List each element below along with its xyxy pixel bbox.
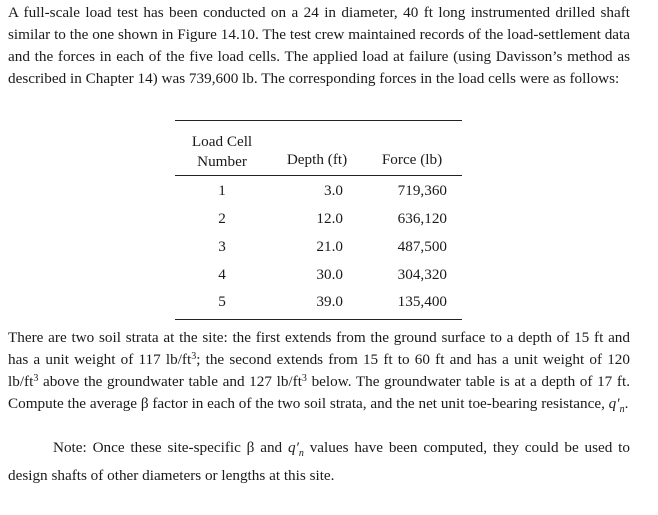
p2-sup-2: 3: [33, 373, 39, 384]
p2-sup-3: 3: [301, 373, 307, 384]
q-symbol: q′: [287, 439, 299, 456]
table-header-rule: [175, 175, 462, 176]
p3-text-1: Note: Once these site-specific β and: [53, 439, 288, 456]
header-force: Force (lb): [381, 151, 443, 168]
q-subscript: n: [298, 448, 304, 460]
q-subscript: n: [619, 404, 625, 416]
cell-depth: 30.0: [316, 266, 343, 283]
p2-text-1: There are two soil strata at the site: the first extends from the ground surface to a depth of 15 ft and has a unit weight of 117 lb/ft: [8, 329, 630, 368]
header-depth: Depth (ft): [286, 151, 348, 168]
header-load-cell-line2: Number: [197, 153, 247, 170]
cell-depth: 39.0: [316, 293, 343, 310]
problem-intro-paragraph: A full-scale load test has been conducted on a 24 in diameter, 40 ft long instrumented drilled shaft similar to the one shown in Figure 14.10. The test crew maintained records of the load-settlement data and the forces in each of the five load cells. The applied load at failure (using Davisson’s method as described in Chapter 14) was 739,600 lb. The corresponding forces in the load cells were as follows:: [8, 4, 630, 87]
p2-text-3: above the groundwater table and 127 lb/ft: [38, 373, 302, 390]
p2-text-5: .: [624, 395, 629, 412]
cell-load-cell: 3: [218, 238, 226, 255]
cell-depth: 21.0: [316, 238, 343, 255]
cell-force: 135,400: [397, 293, 447, 310]
soil-strata-paragraph: [8, 327, 630, 421]
table-row: [175, 291, 462, 313]
q-symbol: q′: [608, 395, 620, 412]
cell-force: 304,320: [397, 266, 447, 283]
cell-load-cell: 4: [218, 266, 226, 283]
header-load-cell-line1: Load Cell: [191, 133, 253, 150]
cell-load-cell: 5: [218, 293, 226, 310]
header-load-cell-number: [177, 132, 267, 172]
table-row: [175, 236, 462, 258]
note-paragraph: [8, 437, 630, 487]
table-row: [175, 264, 462, 286]
p2-text-4: below. The groundwater table is at a depth of 17 ft. Compute the average β factor in each of the two soil strata, and the net unit toe-bearing resistance,: [8, 373, 630, 412]
q-n-symbol: [608, 395, 625, 416]
table-top-rule: [175, 120, 462, 121]
cell-depth: 3.0: [324, 182, 343, 199]
cell-load-cell: 2: [218, 210, 226, 227]
table-row: [175, 180, 462, 202]
cell-force: 487,500: [397, 238, 447, 255]
cell-force: 719,360: [397, 182, 447, 199]
cell-depth: 12.0: [316, 210, 343, 227]
table-bottom-rule: [175, 319, 462, 320]
p2-text-2: ; the second extends from 15 ft to 60 ft and has a unit weight of 120 lb/ft: [8, 351, 630, 390]
q-n-symbol: [287, 439, 304, 460]
cell-load-cell: 1: [218, 182, 226, 199]
load-cell-table: [175, 120, 462, 320]
p2-sup-1: 3: [191, 351, 197, 362]
p3-text-2: values have been computed, they could be used to design shafts of other diameters or lengths at this site.: [8, 439, 630, 485]
cell-force: 636,120: [397, 210, 447, 227]
table-row: [175, 208, 462, 230]
